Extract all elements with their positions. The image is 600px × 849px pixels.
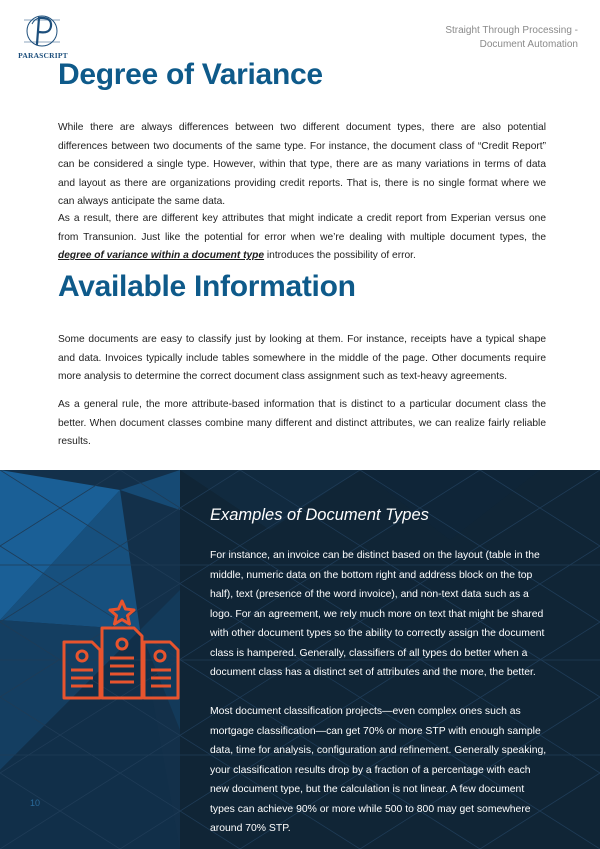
header-subtitle-line2: Document Automation [479, 39, 578, 50]
parascript-logo [12, 12, 74, 62]
degree-paragraph-1: While there are always differences between two different document types, there are also potential differences between two documents of the same type. For instance, the document class of “Credit Report” can be considered a single type. However, within that type, there are as many variations in terms of data and layout as there are organizations providing credit reports. That is, there is no single format where we can always anticipate the same data. [58, 122, 546, 208]
available-paragraph-1: Some documents are easy to classify just by looking at them. For instance, receipts have a typical shape and data. Invoices typically include tables somewhere in the middle of the page. Other documents require more analysis to determine the correct document class assignment such as text-heavy agreements. [58, 334, 546, 383]
header-subtitle-line1: Straight Through Processing - [445, 25, 578, 36]
degree-paragraph-2-end: introduces the possibility of error. [264, 250, 416, 262]
callout-title: Examples of Document Types [210, 506, 429, 524]
callout-paragraph-2: Most document classification projects—even complex ones such as mortgage classification—can get 70% or more STP with enough sample data, time for analysis, configuration and refinement. Generally speaking, your classification results drop by a fraction of a percentage with each new document type, but the calculation is not linear. A few document types can achieve 90% or more while 500 to 800 may get somewhere around 70% STP. [210, 706, 547, 834]
logo-text: PARASCRIPT [18, 51, 68, 60]
header-subtitle [445, 24, 578, 52]
page-number: 10 [30, 798, 41, 808]
degree-paragraph-2-start: As a result, there are different key attributes that might indicate a credit report from Experian versus one from Transunion. Just like the potential for error when we’re dealing with multiple document types, the [58, 213, 546, 243]
logo-monogram-icon [20, 12, 64, 50]
section-heading-degree-of-variance: Degree of Variance [58, 58, 323, 91]
section-heading-available-information: Available Information [58, 270, 356, 303]
degree-paragraph-2-emphasis: degree of variance within a document type [58, 250, 265, 262]
degree-paragraph-2 [58, 210, 546, 266]
documents-with-star-icon [58, 598, 182, 702]
callout-paragraph-1: For instance, an invoice can be distinct based on the layout (table in the middle, numeric data on the bottom right and address block on the top half), text (presence of the word invoice), and non-text data such as a logo. For an agreement, we rely much more on text that might be shared with other document types so the ability to correctly assign the document class is hampered. Generally, classifiers of all types do better when a document class has a distinct set of attributes and the more, the better. [210, 550, 545, 678]
available-paragraph-2: As a general rule, the more attribute-based information that is distinct to a particular document class the better. When document classes combine many different and distinct attributes, we can realize fairly reliable results. [58, 399, 546, 448]
